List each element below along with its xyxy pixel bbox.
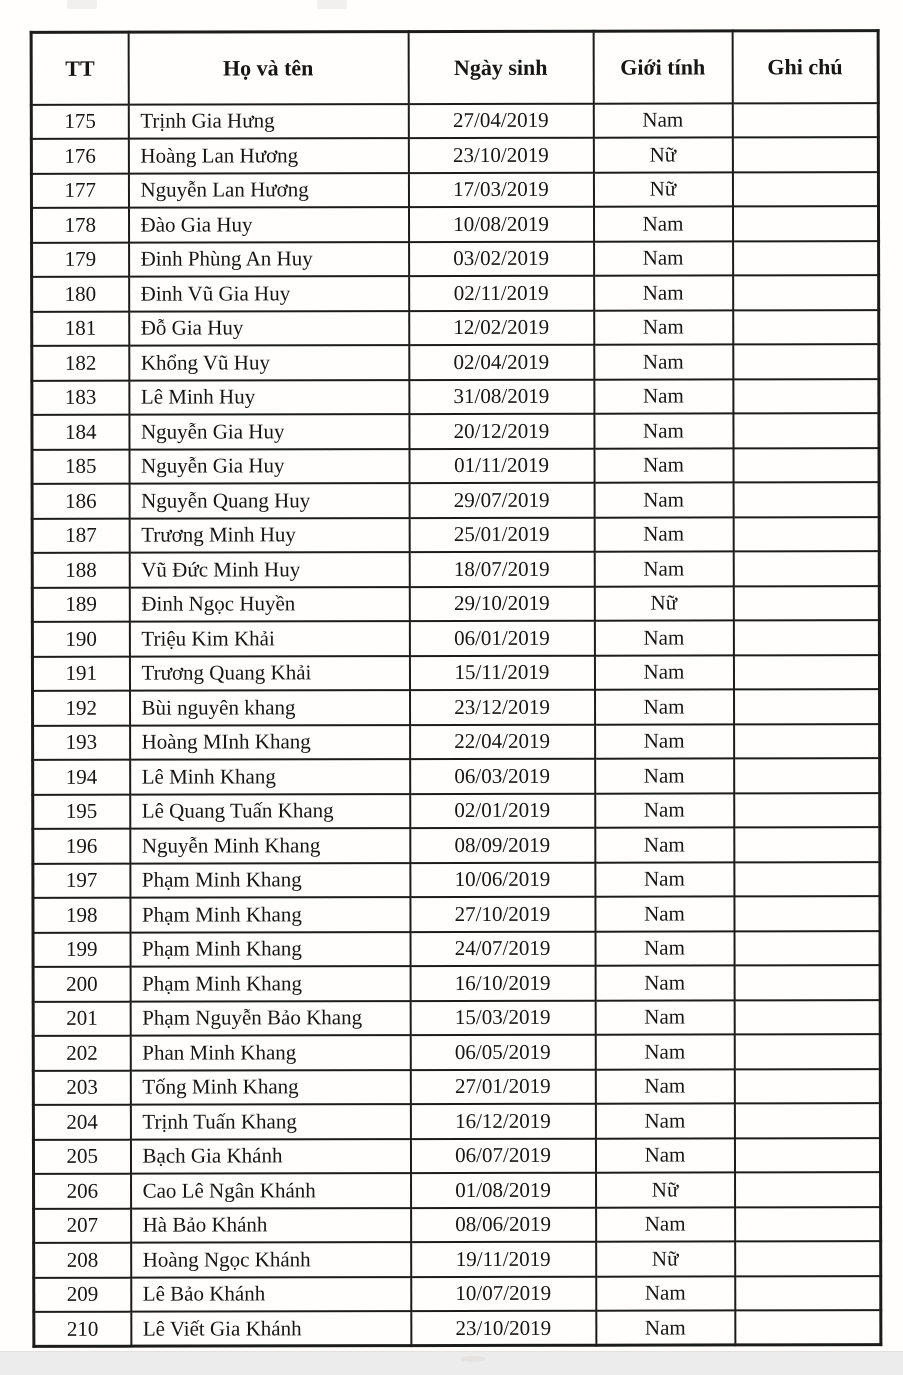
row-dob: 25/01/2019: [409, 517, 594, 552]
table-row: [33, 1103, 880, 1139]
row-note: [733, 310, 879, 345]
row-note: [735, 1276, 881, 1311]
row-gender: Nam: [595, 758, 734, 793]
row-number: 180: [32, 277, 129, 312]
row-number: 181: [32, 311, 129, 346]
row-number: 185: [32, 449, 129, 484]
row-number: 195: [33, 794, 130, 829]
table-header-row: [31, 31, 878, 105]
row-name: Cao Lê Ngân Khánh: [131, 1173, 411, 1208]
row-number: 188: [32, 553, 129, 588]
row-number: 175: [31, 104, 128, 139]
row-dob: 27/04/2019: [408, 103, 593, 138]
row-note: [734, 1138, 880, 1173]
row-gender: Nam: [595, 862, 734, 897]
page-edge-strip: [0, 1351, 903, 1375]
row-dob: 10/07/2019: [411, 1276, 596, 1311]
row-note: [735, 1172, 881, 1207]
row-note: [734, 1069, 880, 1104]
row-gender: Nam: [595, 931, 734, 966]
row-name: Nguyễn Minh Khang: [130, 828, 410, 863]
table-row: [33, 1069, 880, 1105]
table-row: [32, 241, 879, 277]
table-row: [32, 379, 879, 415]
table-row: [32, 413, 879, 449]
table-row: [32, 482, 879, 518]
col-header-note: Ghi chú: [732, 31, 878, 103]
row-number: 205: [33, 1139, 130, 1174]
row-number: 208: [34, 1243, 131, 1278]
row-gender: Nam: [594, 482, 733, 517]
row-number: 186: [32, 484, 129, 519]
table-row: [32, 448, 879, 484]
row-number: 190: [32, 622, 129, 657]
row-note: [733, 344, 879, 379]
row-name: Lê Minh Huy: [129, 380, 409, 415]
table-row: [31, 206, 878, 242]
row-number: 203: [33, 1070, 130, 1105]
row-dob: 01/08/2019: [411, 1173, 596, 1208]
row-note: [733, 275, 879, 310]
row-number: 196: [33, 829, 130, 864]
row-gender: Nam: [595, 1069, 734, 1104]
row-note: [733, 241, 879, 276]
scan-artifact-smudge: [67, 0, 97, 9]
row-name: Phạm Minh Khang: [130, 966, 410, 1001]
row-dob: 03/02/2019: [409, 241, 594, 276]
row-name: Phạm Minh Khang: [130, 897, 410, 932]
row-gender: Nam: [595, 724, 734, 759]
row-gender: Nam: [594, 655, 733, 690]
row-number: 198: [33, 898, 130, 933]
table-row: [34, 1310, 881, 1346]
row-dob: 06/07/2019: [410, 1138, 595, 1173]
row-note: [734, 793, 880, 828]
row-name: Khổng Vũ Huy: [129, 345, 409, 380]
table-body: [31, 103, 881, 1347]
table-row: [32, 551, 879, 587]
row-number: 192: [33, 691, 130, 726]
row-note: [732, 103, 878, 138]
row-note: [733, 379, 879, 414]
row-gender: Nữ: [594, 586, 733, 621]
row-gender: Nam: [594, 620, 733, 655]
row-note: [734, 965, 880, 1000]
row-number: 210: [34, 1312, 131, 1347]
row-number: 182: [32, 346, 129, 381]
row-gender: Nữ: [596, 1172, 735, 1207]
row-note: [734, 758, 880, 793]
col-header-gender: Giới tính: [593, 31, 732, 103]
row-gender: Nam: [595, 1138, 734, 1173]
row-gender: Nam: [595, 1034, 734, 1069]
row-name: Đinh Ngọc Huyền: [129, 587, 409, 622]
row-number: 183: [32, 380, 129, 415]
row-name: Đinh Phùng An Huy: [129, 242, 409, 277]
row-number: 200: [33, 967, 130, 1002]
row-number: 197: [33, 863, 130, 898]
row-gender: Nam: [595, 1000, 734, 1035]
row-name: Tống Minh Khang: [130, 1070, 410, 1105]
row-number: 187: [32, 518, 129, 553]
row-dob: 06/01/2019: [409, 621, 594, 656]
table-row: [33, 793, 880, 829]
row-gender: Nam: [594, 517, 733, 552]
table-row: [32, 310, 879, 346]
row-name: Vũ Đức Minh Huy: [129, 552, 409, 587]
row-name: Nguyễn Quang Huy: [129, 483, 409, 518]
row-dob: 02/11/2019: [409, 276, 594, 311]
table-row: [33, 689, 880, 725]
row-note: [733, 551, 879, 586]
row-note: [734, 1103, 880, 1138]
row-dob: 29/10/2019: [409, 586, 594, 621]
row-number: 191: [32, 656, 129, 691]
row-note: [732, 137, 878, 172]
row-gender: Nam: [596, 1276, 735, 1311]
student-roster-table: [30, 29, 883, 1348]
col-header-dob: Ngày sinh: [408, 31, 593, 103]
row-dob: 08/06/2019: [411, 1207, 596, 1242]
row-number: 193: [33, 725, 130, 760]
table-row: [33, 1000, 880, 1036]
row-note: [732, 206, 878, 241]
row-name: Trịnh Gia Hưng: [128, 104, 408, 139]
row-dob: 12/02/2019: [409, 310, 594, 345]
table-row: [31, 172, 878, 208]
row-note: [733, 413, 879, 448]
row-note: [734, 896, 880, 931]
table-row: [34, 1207, 881, 1243]
row-name: Nguyễn Lan Hương: [128, 173, 408, 208]
table-row: [33, 862, 880, 898]
row-gender: Nữ: [593, 172, 732, 207]
row-dob: 08/09/2019: [410, 828, 595, 863]
row-name: Phạm Minh Khang: [130, 863, 410, 898]
row-note: [734, 689, 880, 724]
row-number: 176: [31, 139, 128, 174]
row-name: Hoàng MInh Khang: [130, 725, 410, 760]
table-row: [33, 931, 880, 967]
row-dob: 29/07/2019: [409, 483, 594, 518]
row-note: [733, 448, 879, 483]
row-dob: 19/11/2019: [411, 1242, 596, 1277]
row-dob: 27/01/2019: [410, 1069, 595, 1104]
row-note: [733, 586, 879, 621]
row-gender: Nam: [595, 965, 734, 1000]
row-gender: Nam: [594, 241, 733, 276]
table-row: [32, 344, 879, 380]
row-gender: Nữ: [593, 137, 732, 172]
table-row: [33, 1138, 880, 1174]
row-name: Lê Quang Tuấn Khang: [130, 794, 410, 829]
table-row: [34, 1276, 881, 1312]
table-row: [32, 620, 879, 656]
row-dob: 23/10/2019: [408, 138, 593, 173]
row-gender: Nam: [594, 310, 733, 345]
row-name: Lê Viết Gia Khánh: [131, 1311, 411, 1346]
row-dob: 06/05/2019: [410, 1035, 595, 1070]
row-note: [734, 1034, 880, 1069]
table-row: [33, 1034, 880, 1070]
row-name: Trương Quang Khải: [129, 656, 409, 691]
row-number: 201: [33, 1001, 130, 1036]
row-number: 209: [34, 1277, 131, 1312]
row-number: 207: [34, 1208, 131, 1243]
row-gender: Nam: [595, 689, 734, 724]
table-row: [34, 1241, 881, 1277]
row-gender: Nam: [595, 827, 734, 862]
row-note: [735, 1241, 881, 1276]
row-gender: Nam: [593, 103, 732, 138]
row-name: Trịnh Tuấn Khang: [130, 1104, 410, 1139]
row-dob: 18/07/2019: [409, 552, 594, 587]
row-name: Lê Minh Khang: [130, 759, 410, 794]
row-number: 179: [32, 242, 129, 277]
row-dob: 02/04/2019: [409, 345, 594, 380]
row-number: 204: [33, 1105, 130, 1140]
row-gender: Nam: [596, 1207, 735, 1242]
table-row: [33, 965, 880, 1001]
row-number: 194: [33, 760, 130, 795]
row-note: [735, 1310, 881, 1345]
row-gender: Nam: [596, 1310, 735, 1345]
row-name: Nguyễn Gia Huy: [129, 449, 409, 484]
row-name: Đào Gia Huy: [128, 207, 408, 242]
row-dob: 20/12/2019: [409, 414, 594, 449]
table-row: [33, 827, 880, 863]
col-header-tt: TT: [31, 32, 128, 104]
row-dob: 17/03/2019: [408, 172, 593, 207]
row-number: 189: [32, 587, 129, 622]
row-note: [733, 482, 879, 517]
table-row: [33, 724, 880, 760]
row-gender: Nam: [594, 344, 733, 379]
row-dob: 23/12/2019: [410, 690, 595, 725]
row-name: Đinh Vũ Gia Huy: [129, 276, 409, 311]
row-gender: Nam: [595, 896, 734, 931]
row-name: Hoàng Ngọc Khánh: [131, 1242, 411, 1277]
row-name: Bùi nguyên khang: [130, 690, 410, 725]
row-note: [733, 517, 879, 552]
row-name: Bạch Gia Khánh: [130, 1139, 410, 1174]
row-note: [734, 724, 880, 759]
row-number: 199: [33, 932, 130, 967]
table-row: [32, 517, 879, 553]
row-gender: Nam: [594, 551, 733, 586]
row-note: [733, 620, 879, 655]
row-dob: 31/08/2019: [409, 379, 594, 414]
row-note: [735, 1207, 881, 1242]
table-row: [32, 655, 879, 691]
row-dob: 15/11/2019: [409, 655, 594, 690]
row-name: Hà Bảo Khánh: [131, 1208, 411, 1243]
row-name: Phạm Nguyễn Bảo Khang: [130, 1001, 410, 1036]
row-gender: Nam: [595, 793, 734, 828]
row-dob: 22/04/2019: [410, 724, 595, 759]
scan-artifact-shadow: [460, 1356, 486, 1362]
row-gender: Nữ: [596, 1241, 735, 1276]
row-note: [733, 655, 879, 690]
row-gender: Nam: [594, 275, 733, 310]
table-row: [31, 103, 878, 139]
row-name: Lê Bảo Khánh: [131, 1277, 411, 1312]
row-dob: 02/01/2019: [410, 793, 595, 828]
table-row: [31, 137, 878, 173]
row-number: 206: [34, 1174, 131, 1209]
row-dob: 27/10/2019: [410, 897, 595, 932]
row-dob: 23/10/2019: [411, 1311, 596, 1346]
col-header-name: Họ và tên: [128, 32, 408, 105]
row-name: Triệu Kim Khải: [129, 621, 409, 656]
row-name: Hoàng Lan Hương: [128, 138, 408, 173]
row-note: [734, 931, 880, 966]
row-name: Nguyễn Gia Huy: [129, 414, 409, 449]
row-dob: 06/03/2019: [410, 759, 595, 794]
row-name: Phan Minh Khang: [130, 1035, 410, 1070]
row-name: Phạm Minh Khang: [130, 932, 410, 967]
row-dob: 15/03/2019: [410, 1000, 595, 1035]
table-row: [33, 896, 880, 932]
row-dob: 24/07/2019: [410, 931, 595, 966]
row-name: Đỗ Gia Huy: [129, 311, 409, 346]
row-gender: Nam: [595, 1103, 734, 1138]
row-dob: 10/08/2019: [408, 207, 593, 242]
row-dob: 16/12/2019: [410, 1104, 595, 1139]
table-row: [33, 758, 880, 794]
row-number: 178: [31, 208, 128, 243]
row-number: 184: [32, 415, 129, 450]
row-dob: 16/10/2019: [410, 966, 595, 1001]
row-gender: Nam: [594, 413, 733, 448]
row-note: [734, 1000, 880, 1035]
row-number: 202: [33, 1036, 130, 1071]
row-number: 177: [31, 173, 128, 208]
scan-artifact-smudge: [317, 0, 347, 9]
row-gender: Nam: [594, 379, 733, 414]
table-row: [32, 586, 879, 622]
row-note: [734, 827, 880, 862]
row-gender: Nam: [593, 206, 732, 241]
row-note: [732, 172, 878, 207]
row-dob: 10/06/2019: [410, 862, 595, 897]
row-dob: 01/11/2019: [409, 448, 594, 483]
table-row: [32, 275, 879, 311]
row-gender: Nam: [594, 448, 733, 483]
row-name: Trương Minh Huy: [129, 518, 409, 553]
row-note: [734, 862, 880, 897]
table-row: [34, 1172, 881, 1208]
